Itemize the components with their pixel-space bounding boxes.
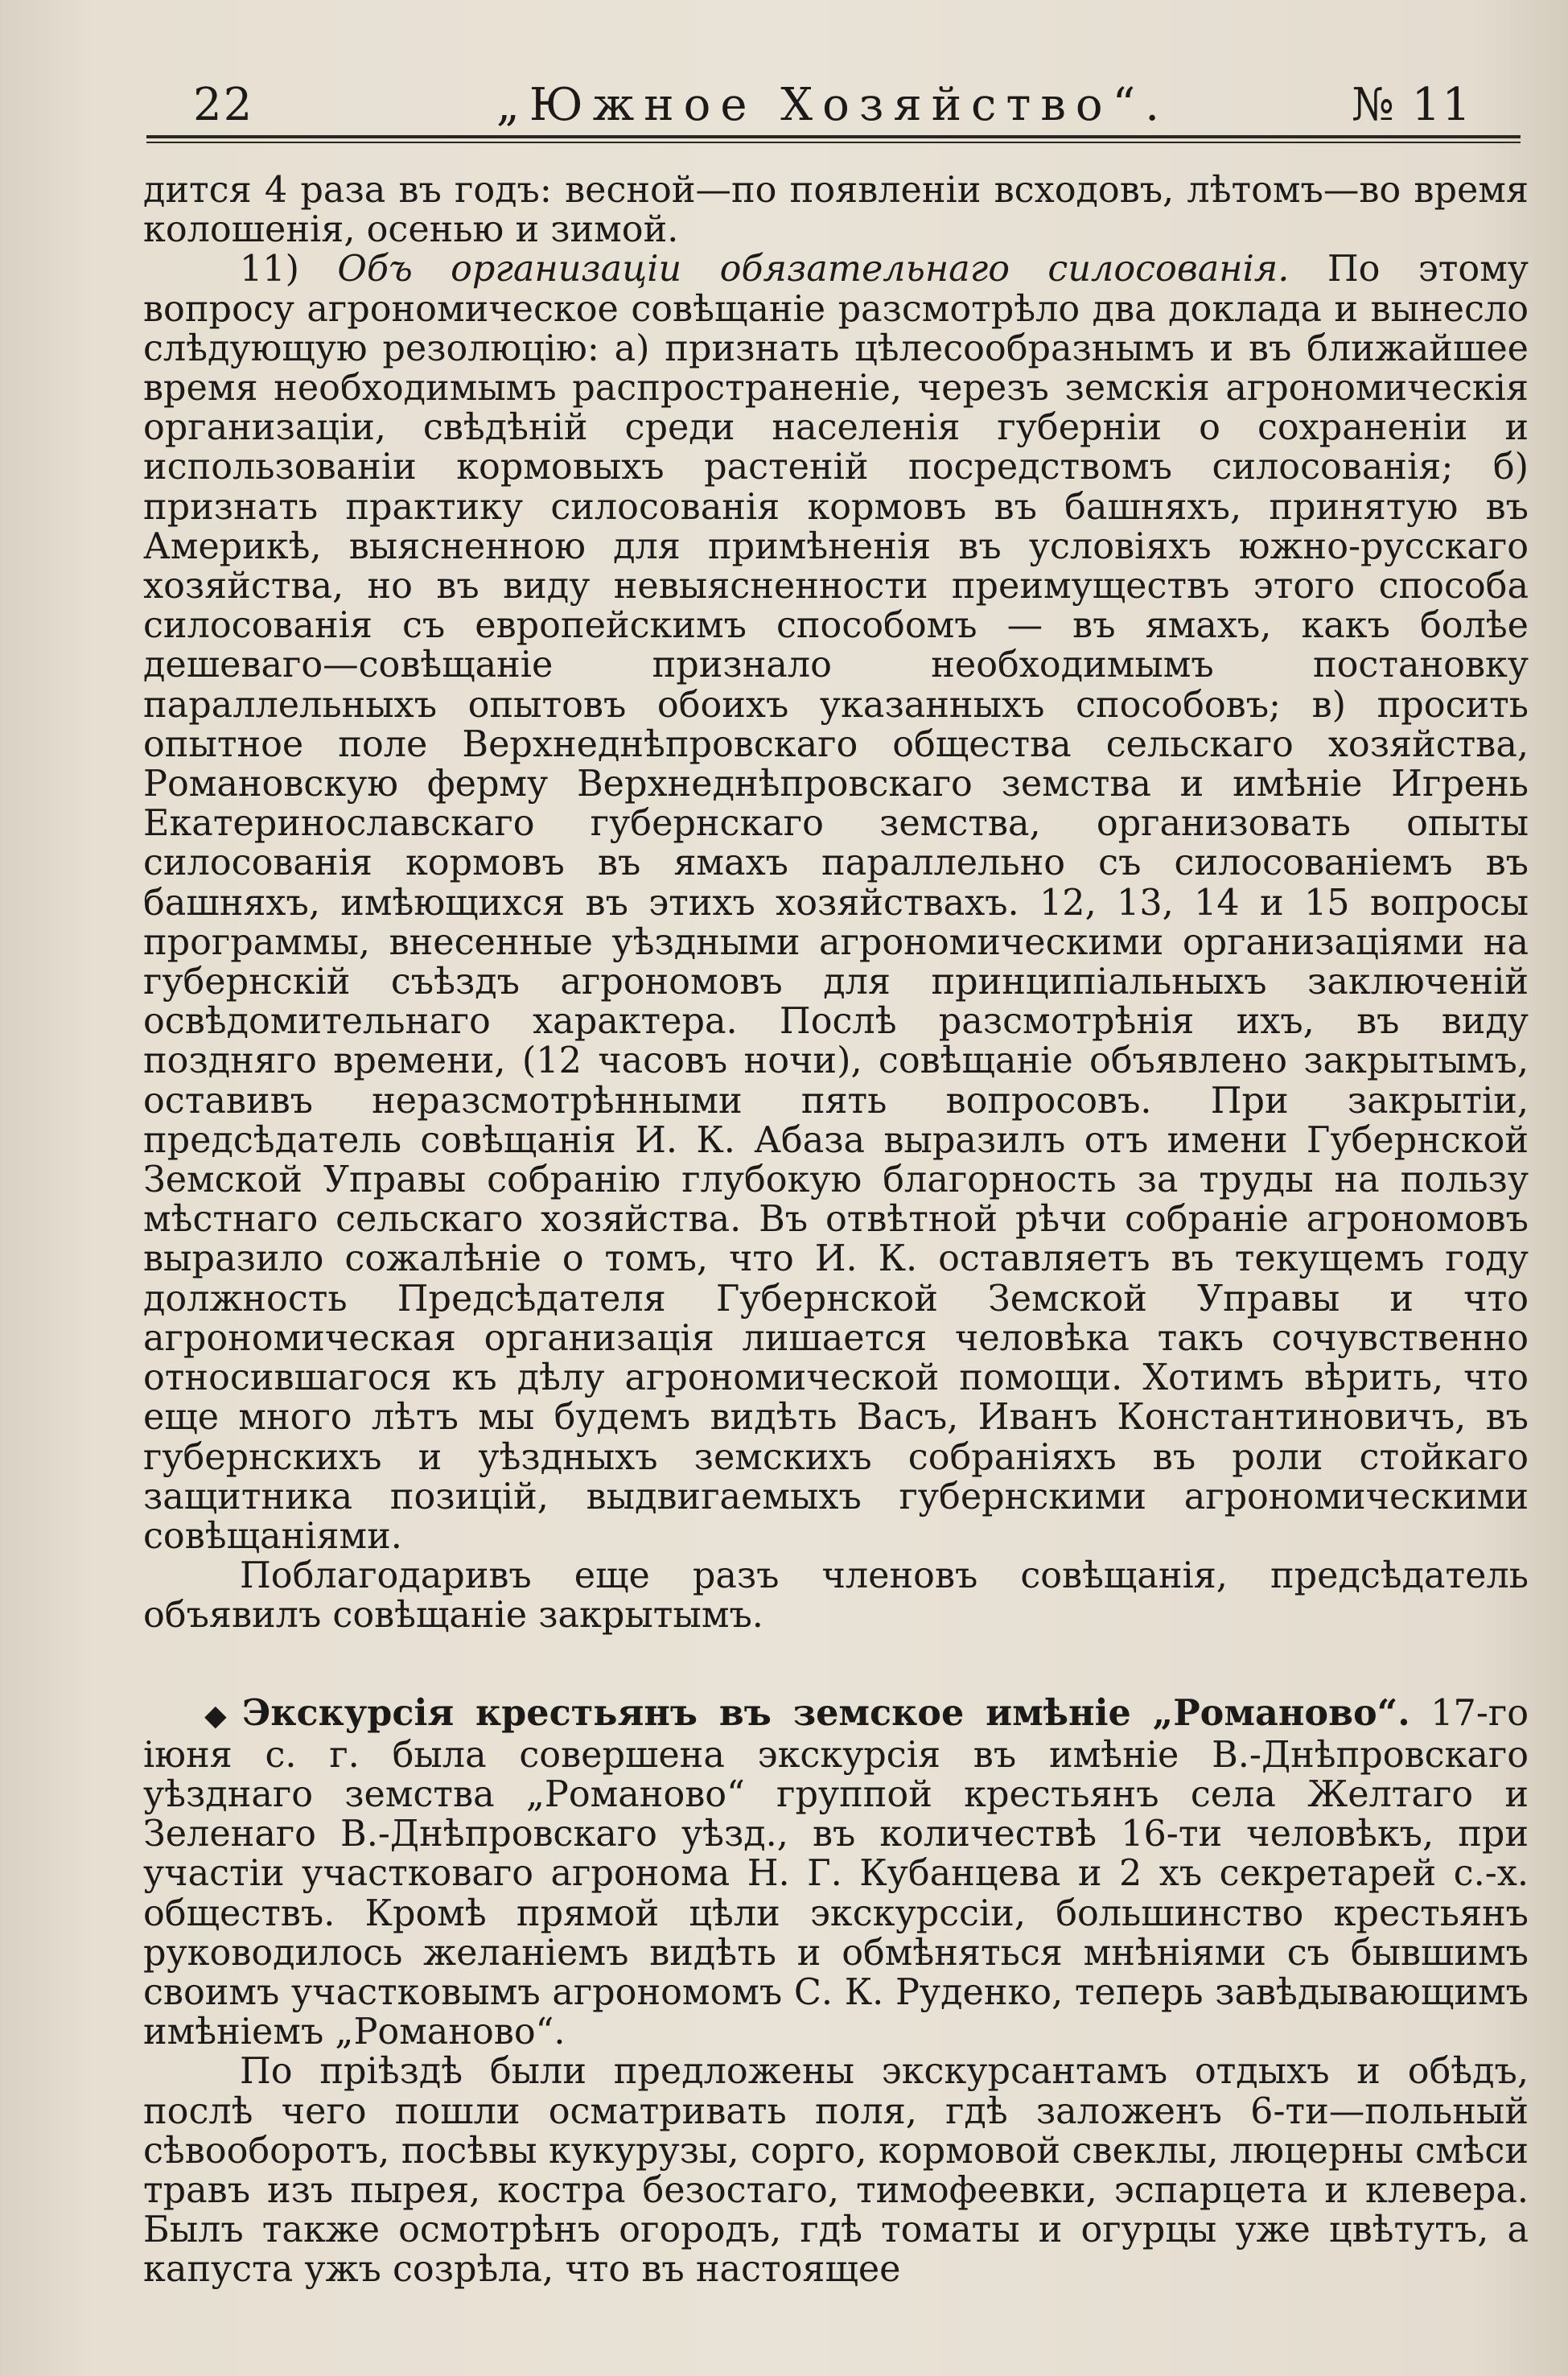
paragraph-text: По этому вопросу агрономическое совѣщаніе разсмотрѣло два доклада и вынесло слѣдующую резолюцію: а) признать цѣлесообразнымъ и въ ближайшее время необходимымъ распространеніе, черезъ земскія агрономическія организаціи, свѣдѣній среди населенія губерніи о сохраненіи и использованіи кормовыхъ растеній посредствомъ силосованія; б) признать практику силосованія кормовъ въ башняхъ, принятую въ Америкѣ, выясненною для примѣненія въ условіяхъ южно-русскаго хозяйства, но въ виду невыясненности преимуществъ этого способа силосованія съ европейскимъ способомъ — въ ямахъ, какъ болѣе дешеваго—совѣщаніе признало необходимымъ постановку параллельныхъ опытовъ обоихъ указанныхъ способовъ; в) просить опытное поле Верхнеднѣпровскаго общества сельскаго хозяйства, Романовскую ферму Верхнеднѣпровскаго земства и имѣніе Игрень Екатеринославскаго губернскаго земства, организовать опыты силосованія кормовъ въ ямахъ параллельно съ силосованіемъ въ башняхъ, имѣющихся въ этихъ хозяйствахъ. 12, 13, 14 и 15 вопросы программы, внесенные уѣздными агрономическими организаціями на губернскій съѣздъ агрономовъ для принципіальныхъ заключеній освѣдомительнаго характера. Послѣ разсмотрѣнія ихъ, въ виду поздняго времени, (12 часовъ ночи), совѣщаніе объявлено закрытымъ, оставивъ неразсмотрѣнными пять вопросовъ. При закрытіи, предсѣдатель совѣщанія И. К. Абаза выразилъ отъ имени Губернской Земской Управы собранію глубокую благорность за труды на пользу мѣстнаго сельскаго хозяйства. Въ отвѣтной рѣчи собраніе агрономовъ выразило сожалѣніе о томъ, что И. К. оставляетъ въ текущемъ году должность Предсѣдателя Губернской Земской Управы и что агрономическая организація лишается человѣка такъ сочувственно относившагося къ дѣлу агрономической помощи. Хотимъ вѣрить, что еще много лѣтъ мы будемъ видѣть Васъ, Иванъ Константиновичъ, въ губернскихъ и уѣздныхъ земскихъ собраніяхъ въ роли стойкаго защитника позицій, выдвигаемыхъ губернскими агрономическими совѣщаніями.	[143, 249, 1529, 1557]
paragraph-text: 17-го іюня с. г. была совершена экскурсія въ имѣніе В.-Днѣпровскаго уѣзднаго земства „Романово“ группой крестьянъ села Желтаго и Зеленаго В.-Днѣпровскаго уѣзд., въ количествѣ 16-ти человѣкъ, при участіи участковаго агронома Н. Г. Кубанцева и 2 хъ секретарей с.-х. обществъ. Кромѣ прямой цѣли экскурссіи, большинство крестьянъ руководилось желаніемъ видѣть и обмѣняться мнѣніями съ бывшимъ своимъ участковымъ агрономомъ С. К. Руденко, теперь завѣдывающимъ имѣніемъ „Романово“.	[143, 1692, 1529, 2053]
issue-number: № 11	[1351, 79, 1472, 131]
article-body	[143, 171, 1529, 2290]
item-number: 11)	[240, 249, 299, 290]
section-title-excursion: Экскурсія крестьянъ въ земское имѣніе „Романово“.	[242, 1691, 1410, 1734]
diamond-bullet-icon: ◆	[204, 1699, 236, 1732]
journal-title: „Южное Хозяйство“.	[496, 79, 1170, 131]
paragraph-closing: Поблагодаривъ еще разъ членовъ совѣщанія, предсѣдатель объявилъ совѣщаніе закрытымъ.	[143, 1555, 1529, 1637]
header-rule-thick	[146, 135, 1521, 138]
page-number: 22	[193, 79, 254, 131]
header-rule-thin	[146, 142, 1521, 143]
section-gap	[143, 1636, 1529, 1694]
paragraph-arrival: По пріѣздѣ были предложены экскурсантамъ отдыхъ и обѣдъ, послѣ чего пошли осматривать поля, гдѣ заложенъ 6-ти—польный сѣвооборотъ, посѣвы кукурузы, сорго, кормовой свеклы, люцерны смѣси травъ изъ пырея, костра безостаго, тимофеевки, эспарцета и клевера. Былъ также осмотрѣнъ огородъ, гдѣ томаты и огурцы уже цвѣтутъ, а капуста ужъ созрѣла, что въ настоящее	[143, 2051, 1529, 2291]
paragraph-silage	[143, 249, 1529, 1556]
paragraph-continued: дится 4 раза въ годъ: весной—по появленіи всходовъ, лѣтомъ—во время колошенія, осенью и зимой.	[143, 170, 1529, 251]
section-title-silage: Объ организаціи обязательнаго силосованія.	[337, 249, 1290, 290]
paragraph-excursion	[143, 1691, 1529, 2053]
